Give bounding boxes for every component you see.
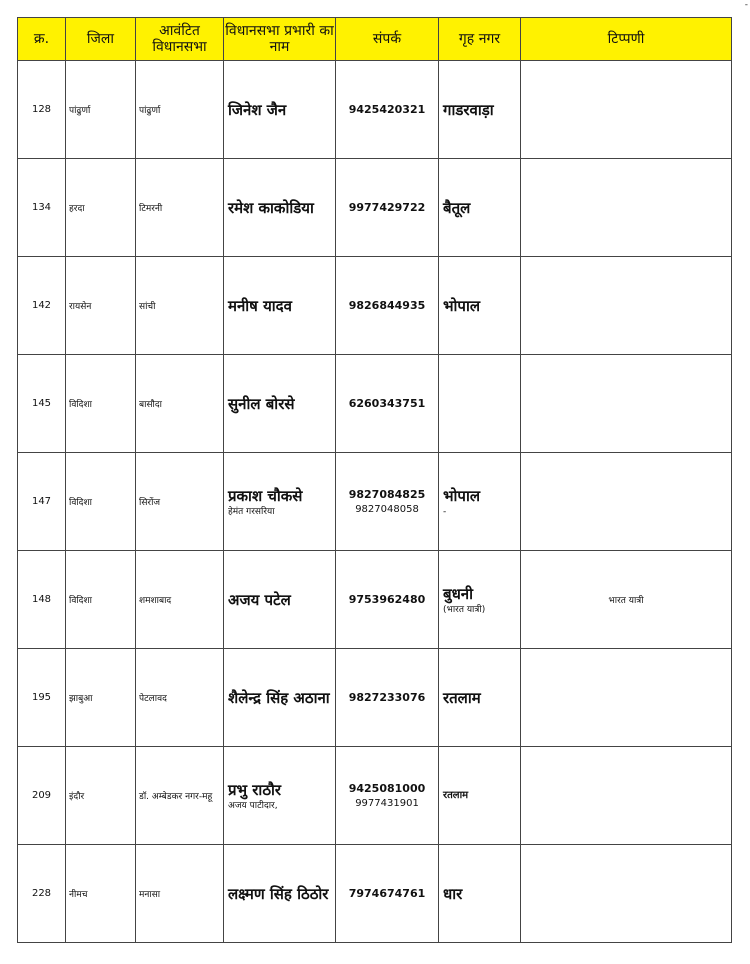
phone-primary: 9977429722 — [348, 200, 426, 214]
incharge-name-cell — [224, 61, 336, 159]
phone-primary: 9753962480 — [348, 592, 426, 606]
table-body — [18, 61, 732, 943]
remark-cell — [521, 747, 732, 845]
phone-primary: 9826844935 — [348, 298, 426, 312]
incharge-name-cell — [224, 355, 336, 453]
table-row — [18, 159, 732, 257]
district-cell: इंदौर — [66, 747, 136, 845]
header-contact: संपर्क — [336, 18, 439, 61]
district-cell: हरदा — [66, 159, 136, 257]
incharge-name: अजय पटेल — [228, 590, 291, 609]
remark-cell — [521, 845, 732, 943]
phone-primary: 9827233076 — [348, 690, 426, 704]
phone-primary: 7974674761 — [348, 886, 426, 900]
phone-primary: 9425081000 — [348, 781, 426, 795]
table-row — [18, 551, 732, 649]
home-town: बुधनी — [443, 584, 474, 603]
incharge-name: प्रकाश चौकसे — [228, 486, 303, 505]
table-row — [18, 257, 732, 355]
table-row — [18, 355, 732, 453]
incharge-name: मनीष यादव — [228, 296, 292, 315]
constituency-cell: सिरोंज — [136, 453, 224, 551]
home-town-cell — [439, 747, 521, 845]
incharge-name: जिनेश जैन — [228, 100, 287, 119]
serial-cell: 228 — [18, 845, 66, 943]
remark-cell — [521, 159, 732, 257]
incharge-name-cell — [224, 159, 336, 257]
constituency-cell: बासौदा — [136, 355, 224, 453]
serial-cell: 128 — [18, 61, 66, 159]
contact-cell — [336, 257, 439, 355]
incharge-name: रमेश काकोडिया — [228, 198, 314, 217]
home-town-cell — [439, 61, 521, 159]
home-town-note: (भारत यात्री) — [443, 604, 486, 615]
serial-cell: 134 — [18, 159, 66, 257]
incharge-name: प्रभु राठौर — [228, 780, 282, 799]
header-assigned-constituency: आवंटित विधानसभा — [136, 18, 224, 61]
home-town: रतलाम — [443, 688, 481, 707]
phone-primary: 9827084825 — [348, 487, 426, 501]
incharge-name-secondary: अजय पाटीदार, — [228, 800, 278, 811]
remark-cell: भारत यात्री — [521, 551, 732, 649]
remark-cell — [521, 649, 732, 747]
serial-cell: 145 — [18, 355, 66, 453]
contact-cell — [336, 61, 439, 159]
district-cell: विदिशा — [66, 551, 136, 649]
incharge-name: सुनील बोरसे — [228, 394, 295, 413]
incharge-name-cell — [224, 747, 336, 845]
header-serial: क्र. — [18, 18, 66, 61]
incharge-table — [17, 17, 732, 943]
serial-cell: 142 — [18, 257, 66, 355]
home-town: भोपाल — [443, 486, 481, 505]
constituency-cell: पेटलावद — [136, 649, 224, 747]
home-town: रतलाम — [443, 789, 469, 801]
phone-primary: 6260343751 — [348, 396, 426, 410]
table-row — [18, 649, 732, 747]
constituency-cell: शमशाबाद — [136, 551, 224, 649]
phone-secondary: 9827048058 — [355, 503, 419, 515]
home-town: भोपाल — [443, 296, 481, 315]
home-town-cell — [439, 649, 521, 747]
incharge-name-cell — [224, 845, 336, 943]
corner-mark: - — [744, 0, 748, 10]
home-town-note: - — [443, 506, 447, 517]
header-remark: टिप्पणी — [521, 18, 732, 61]
home-town: धार — [443, 884, 463, 903]
remark-cell — [521, 257, 732, 355]
serial-cell: 147 — [18, 453, 66, 551]
contact-cell — [336, 747, 439, 845]
table-row — [18, 453, 732, 551]
constituency-cell: मनासा — [136, 845, 224, 943]
incharge-name-secondary: हेमंत गरसरिया — [228, 506, 275, 517]
remark-cell — [521, 453, 732, 551]
remark-cell — [521, 355, 732, 453]
contact-cell — [336, 355, 439, 453]
incharge-name-cell — [224, 257, 336, 355]
district-cell: विदिशा — [66, 355, 136, 453]
district-cell: झाबुआ — [66, 649, 136, 747]
table-header-row — [18, 18, 732, 61]
home-town: गाडरवाड़ा — [443, 100, 494, 119]
incharge-name: शैलेन्द्र सिंह अठाना — [228, 688, 330, 707]
home-town-cell — [439, 453, 521, 551]
table-row — [18, 747, 732, 845]
contact-cell — [336, 649, 439, 747]
serial-cell: 148 — [18, 551, 66, 649]
incharge-name-cell — [224, 649, 336, 747]
constituency-cell: टिमरनी — [136, 159, 224, 257]
incharge-name-cell — [224, 551, 336, 649]
home-town-cell — [439, 551, 521, 649]
phone-primary: 9425420321 — [348, 102, 426, 116]
serial-cell: 195 — [18, 649, 66, 747]
home-town-cell — [439, 257, 521, 355]
header-incharge-name: विधानसभा प्रभारी का नाम — [224, 18, 336, 61]
district-cell: नीमच — [66, 845, 136, 943]
header-home-town: गृह नगर — [439, 18, 521, 61]
phone-secondary: 9977431901 — [355, 797, 419, 809]
district-cell: पांढुर्णा — [66, 61, 136, 159]
constituency-cell: सांची — [136, 257, 224, 355]
contact-cell — [336, 845, 439, 943]
remark-cell — [521, 61, 732, 159]
incharge-name: लक्ष्मण सिंह ठिठोर — [228, 884, 329, 903]
home-town-cell — [439, 159, 521, 257]
serial-cell: 209 — [18, 747, 66, 845]
contact-cell — [336, 159, 439, 257]
constituency-cell: पांढुर्णा — [136, 61, 224, 159]
home-town-cell — [439, 845, 521, 943]
district-cell: रायसेन — [66, 257, 136, 355]
table-row — [18, 845, 732, 943]
district-cell: विदिशा — [66, 453, 136, 551]
contact-cell — [336, 551, 439, 649]
table-row — [18, 61, 732, 159]
header-district: जिला — [66, 18, 136, 61]
constituency-cell: डॉ. अम्बेडकर नगर-महू — [136, 747, 224, 845]
home-town-cell — [439, 355, 521, 453]
home-town: बैतूल — [443, 198, 471, 217]
incharge-name-cell — [224, 453, 336, 551]
contact-cell — [336, 453, 439, 551]
